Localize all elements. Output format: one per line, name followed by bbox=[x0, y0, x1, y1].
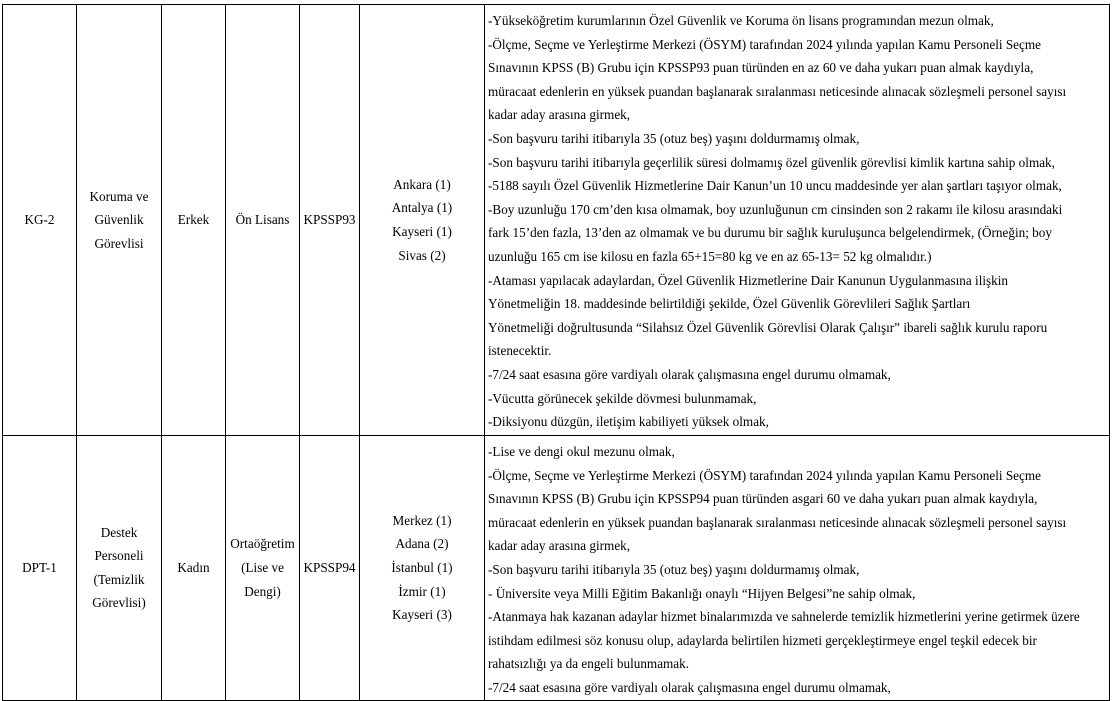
education-cell bbox=[226, 5, 300, 436]
position-code-cell: DPT-1 bbox=[3, 436, 77, 701]
education-line: Dengi) bbox=[244, 583, 281, 599]
position-title-line: (Temizlik bbox=[93, 571, 145, 587]
requirement-line: -Diksiyonu düzgün, iletişim kabiliyeti yüksek olmak, bbox=[488, 414, 769, 430]
requirement-line: -7/24 saat esasına göre vardiyalı olarak çalışmasına engel durumu olmamak, bbox=[488, 366, 891, 382]
requirement-line: kadar aday arasına girmek, bbox=[488, 107, 631, 123]
education-line: Ön Lisans bbox=[235, 212, 290, 228]
education-cell bbox=[226, 436, 300, 701]
location-item: Sivas (2) bbox=[398, 247, 446, 263]
requirement-line: Yönetmeliği doğrultusunda “Silahsız Özel Güvenlik Görevlisi Olarak Çalışır” ibareli sağlık kurulu raporu bbox=[488, 319, 1048, 335]
positions-table bbox=[2, 4, 1110, 701]
requirement-line: rahatsızlığı ya da engeli bulunmamak. bbox=[488, 656, 690, 672]
requirement-line: Yönetmeliğin 18. maddesinde belirtildiği şekilde, Özel Güvenlik Görevlileri Sağlık Şartları bbox=[488, 296, 971, 312]
requirement-line: kadar aday arasına girmek, bbox=[488, 538, 631, 554]
locations-cell bbox=[360, 5, 485, 436]
positions-table-body bbox=[3, 5, 1110, 701]
location-item: İzmir (1) bbox=[398, 583, 446, 599]
requirement-line: -Son başvuru tarihi itibarıyla 35 (otuz beş) yaşını doldurmamış olmak, bbox=[488, 130, 860, 146]
position-title-line: Koruma ve bbox=[89, 188, 149, 204]
education-line: Ortaöğretim bbox=[230, 536, 295, 552]
requirement-line: -Vücutta görünecek şekilde dövmesi bulunmamak, bbox=[488, 390, 757, 406]
table-row bbox=[3, 436, 1110, 701]
requirement-line: uzunluğu 165 cm ise kilosu en fazla 65+15=80 kg ve en az 65-13= 52 kg olmalıdır.) bbox=[488, 248, 932, 264]
requirement-line: -Son başvuru tarihi itibarıyla geçerlilik süresi dolmamış özel güvenlik görevlisi kimlik kartına sahip olmak, bbox=[488, 154, 1055, 170]
location-item: İstanbul (1) bbox=[391, 559, 453, 575]
location-item: Kayseri (3) bbox=[392, 607, 452, 623]
score-type-cell: KPSSP94 bbox=[300, 436, 360, 701]
requirement-line: Sınavının KPSS (B) Grubu için KPSSP93 puan türünden en az 60 ve daha yukarı puan almak kaydıyla, bbox=[488, 60, 1034, 76]
requirement-line: müracaat edenlerin en yüksek puandan başlanarak sıralanması neticesinde alınacak sözleşmeli personel sayısı bbox=[488, 514, 1067, 530]
requirement-line: -Yükseköğretim kurumlarının Özel Güvenlik ve Koruma ön lisans programından mezun olmak, bbox=[488, 13, 994, 28]
requirement-line: -Ölçme, Seçme ve Yerleştirme Merkezi (ÖSYM) tarafından 2024 yılında yapılan Kamu Personeli Seçme bbox=[488, 36, 1041, 52]
requirement-line: -Boy uzunluğu 170 cm’den kısa olmamak, boy uzunluğunun cm cinsinden son 2 rakamı ile kilosu arasındaki bbox=[488, 201, 1063, 217]
location-item: Adana (2) bbox=[395, 536, 449, 552]
requirement-line: -Atanmaya hak kazanan adaylar hizmet binalarımızda ve sahnelerde temizlik hizmetlerini yerine getirmek üzere bbox=[488, 609, 1080, 625]
score-type-cell: KPSSP93 bbox=[300, 5, 360, 436]
requirement-line: Sınavının KPSS (B) Grubu için KPSSP94 puan türünden asgari 60 ve daha yukarı puan almak kaydıyla, bbox=[488, 491, 1038, 507]
position-title-line: Destek bbox=[100, 524, 138, 540]
requirement-line: - Üniversite veya Milli Eğitim Bakanlığı onaylı “Hijyen Belgesi”ne sahip olmak, bbox=[488, 585, 916, 601]
location-item: Antalya (1) bbox=[391, 200, 453, 216]
position-title-line: Görevlisi bbox=[94, 235, 144, 251]
requirement-line: istihdam edilmesi söz konusu olup, adaylarda belirtilen hizmeti gerçekleştirmeye engel teşkil edecek bir bbox=[488, 632, 1037, 648]
requirement-line: müracaat edenlerin en yüksek puandan başlanarak sıralanması neticesinde alınacak sözleşmeli personel sayısı bbox=[488, 83, 1067, 99]
requirement-line: istenecektir. bbox=[488, 343, 552, 359]
education-line: (Lise ve bbox=[241, 559, 284, 575]
gender-cell: Kadın bbox=[162, 436, 226, 701]
position-title-line: Personeli bbox=[94, 548, 144, 564]
requirement-line: -7/24 saat esasına göre vardiyalı olarak çalışmasına engel durumu olmamak, bbox=[488, 679, 891, 695]
location-item: Kayseri (1) bbox=[392, 224, 452, 239]
requirements-cell bbox=[485, 5, 1110, 436]
location-item: Ankara (1) bbox=[393, 176, 451, 192]
position-code-cell: KG-2 bbox=[3, 5, 77, 436]
requirement-line: -Ataması yapılacak adaylardan, Özel Güvenlik Hizmetlerine Dair Kanunun Uygulanmasına ilişkin bbox=[488, 272, 1009, 288]
requirement-line: -Lise ve dengi okul mezunu olmak, bbox=[488, 444, 675, 459]
gender-cell: Erkek bbox=[162, 5, 226, 436]
location-item: Merkez (1) bbox=[392, 512, 452, 528]
requirements-cell bbox=[485, 436, 1110, 701]
position-title-line: Görevlisi) bbox=[92, 595, 146, 611]
requirement-line: -Son başvuru tarihi itibarıyla 35 (otuz beş) yaşını doldurmamış olmak, bbox=[488, 561, 860, 577]
position-title-cell bbox=[77, 5, 162, 436]
table-row bbox=[3, 5, 1110, 436]
requirement-line: fark 15’den fazla, 13’den az olmamak ve bu durumu bir sağlık kuruluşunca belgelendirmek, (Örneğin; boy bbox=[488, 225, 1052, 241]
position-title-line: Güvenlik bbox=[94, 212, 144, 228]
requirement-line: -5188 sayılı Özel Güvenlik Hizmetlerine Dair Kanun’un 10 uncu maddesinde yer alan şartları taşıyor olmak, bbox=[488, 178, 1062, 194]
requirement-line: -Ölçme, Seçme ve Yerleştirme Merkezi (ÖSYM) tarafından 2024 yılında yapılan Kamu Personeli Seçme bbox=[488, 467, 1041, 483]
position-title-cell bbox=[77, 436, 162, 701]
locations-cell bbox=[360, 436, 485, 701]
